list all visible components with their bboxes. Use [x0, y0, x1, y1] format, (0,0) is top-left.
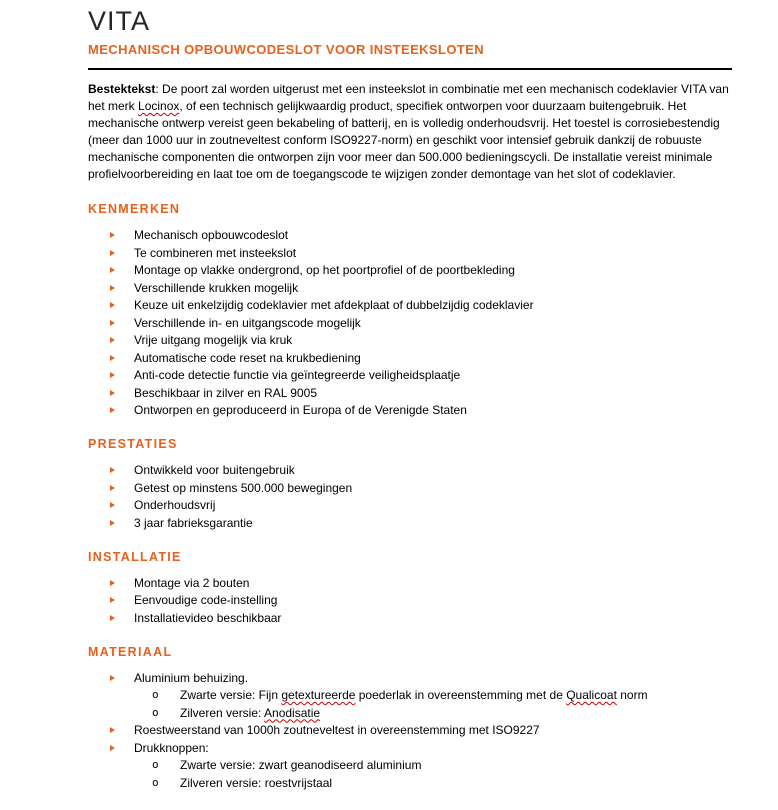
bullet-arrow-icon: [110, 670, 134, 681]
list-item: [110, 592, 732, 608]
list-item: [110, 740, 732, 756]
list-item-text: Installatievideo beschikbaar: [134, 610, 282, 625]
page-title: VITA: [88, 6, 151, 36]
bullet-arrow-icon: [110, 740, 134, 751]
list-item: [110, 280, 732, 296]
section-installatie: [88, 549, 732, 626]
section-prestaties: [88, 436, 732, 531]
list-item-text: Montage via 2 bouten: [134, 575, 250, 590]
materiaal-list: [88, 670, 732, 791]
bullet-arrow-icon: [110, 367, 134, 378]
list-item-text: Mechanisch opbouwcodeslot: [134, 228, 289, 242]
prestaties-list: [88, 462, 732, 531]
intro-label: Bestektekst: [88, 82, 156, 96]
bullet-arrow-icon: [110, 515, 134, 526]
list-item: [110, 367, 732, 383]
bullet-arrow-icon: [110, 245, 134, 256]
list-item-text: Eenvoudige code-instelling: [134, 593, 278, 607]
list-item: [110, 385, 732, 401]
bullet-arrow-icon: [110, 402, 134, 413]
list-item: [110, 497, 732, 513]
section-heading-materiaal: MATERIAAL: [88, 644, 173, 659]
bullet-arrow-icon: [110, 262, 134, 273]
bullet-arrow-icon: [110, 462, 134, 473]
list-item-text: Aluminium behuizing.: [134, 670, 249, 685]
spellcheck-word: getextureerde: [281, 688, 356, 702]
bullet-arrow-icon: [110, 722, 134, 733]
sub-list-item: [110, 687, 732, 703]
bullet-arrow-icon: [110, 280, 134, 291]
section-heading-installatie: INSTALLATIE: [88, 549, 182, 564]
list-item: [110, 332, 732, 348]
sub-list-item-text: Zilveren versie: Anodisatie: [180, 705, 321, 720]
kenmerken-list: [88, 227, 732, 418]
bullet-arrow-icon: [110, 497, 134, 508]
list-item: [110, 722, 732, 738]
list-item: [110, 245, 732, 261]
title-divider: [88, 68, 732, 70]
list-item: [110, 315, 732, 331]
list-item-text: Ontworpen en geproduceerd in Europa of de Verenigde Staten: [134, 403, 467, 417]
list-item-text: Verschillende krukken mogelijk: [134, 280, 299, 295]
section-kenmerken: [88, 201, 732, 418]
list-item-text: Roestweerstand van 1000h zoutneveltest in overeenstemming met ISO9227: [134, 723, 540, 737]
list-item-text: Te combineren met insteekslot: [134, 245, 297, 260]
brand-name: Locinox: [138, 99, 180, 113]
bullet-arrow-icon: [110, 592, 134, 603]
sub-list-item: [110, 705, 732, 721]
sub-list-item-text: Zilveren versie: roestvrijstaal: [180, 775, 333, 790]
list-item-text: Drukknoppen:: [134, 740, 209, 755]
list-item: [110, 515, 732, 531]
list-item-text: Automatische code reset na krukbediening: [134, 350, 361, 365]
list-item: [110, 402, 732, 418]
list-item: [110, 350, 732, 366]
list-item: [110, 262, 732, 278]
intro-paragraph: [88, 81, 732, 183]
bullet-arrow-icon: [110, 315, 134, 326]
list-item-text: Anti-code detectie functie via geïntegreerde veiligheidsplaatje: [134, 368, 461, 382]
list-item-text: Verschillende in- en uitgangscode mogelijk: [134, 315, 361, 330]
bullet-arrow-icon: [110, 227, 134, 238]
bullet-arrow-icon: [110, 332, 134, 343]
list-item: [110, 670, 732, 686]
bullet-arrow-icon: [110, 385, 134, 396]
section-heading-kenmerken: KENMERKEN: [88, 202, 181, 216]
intro-text-2: , of een technisch gelijkwaardig product, specifiek ontworpen voor duurzaam buitengebruik. Het mechanische ontwerp vereist geen bekabeling of batterij, en is volledig onderhoudsvrij. Het toestel is corrosiebestendig (meer dan 1000 uur in zoutneveltest conform ISO9227-norm) en geschikt voor intensief gebruik dankzij de robuuste mechanische componenten die ontworpen zijn voor meer dan 500.000 bedieningscycli. De installatie vereist minimale profielvoorbereiding en laat toe om de toegangscode te wijzigen zonder demontage van het slot of codeklavier.: [88, 99, 720, 181]
sub-list-item-text: Zwarte versie: Fijn getextureerde poederlak in overeenstemming met de Qualicoat norm: [180, 688, 648, 702]
sub-list-item: [110, 757, 732, 773]
bullet-arrow-icon: [110, 480, 134, 491]
bullet-arrow-icon: [110, 610, 134, 621]
list-item-text: Getest op minstens 500.000 bewegingen: [134, 480, 353, 495]
section-materiaal: [88, 644, 732, 791]
list-item: [110, 480, 732, 496]
list-item-text: 3 jaar fabrieksgarantie: [134, 515, 253, 530]
list-item: [110, 610, 732, 626]
list-item-text: Montage op vlakke ondergrond, op het poortprofiel of de poortbekleding: [134, 263, 515, 277]
page-subtitle: MECHANISCH OPBOUWCODESLOT VOOR INSTEEKSLOTEN: [88, 42, 485, 57]
sub-bullet-icon: o: [152, 758, 159, 771]
list-item: [110, 297, 732, 313]
bullet-arrow-icon: [110, 575, 134, 586]
sub-list-item: [110, 775, 732, 791]
list-item-text: Onderhoudsvrij: [134, 498, 216, 512]
sub-bullet-icon: o: [152, 705, 159, 719]
list-item-text: Ontwikkeld voor buitengebruik: [134, 463, 295, 477]
sub-list-item-text: Zwarte versie: zwart geanodiseerd aluminium: [180, 758, 422, 772]
bullet-arrow-icon: [110, 350, 134, 361]
list-item: [110, 575, 732, 591]
section-heading-prestaties: PRESTATIES: [88, 437, 178, 451]
sub-bullet-icon: o: [152, 775, 159, 789]
installatie-list: [88, 575, 732, 626]
list-item-text: Beschikbaar in zilver en RAL 9005: [134, 385, 317, 400]
list-item-text: Vrije uitgang mogelijk via kruk: [134, 333, 293, 347]
spellcheck-word: Qualicoat: [566, 688, 617, 702]
spellcheck-word: Anodisatie: [264, 705, 321, 720]
list-item: [110, 227, 732, 243]
bullet-arrow-icon: [110, 297, 134, 308]
list-item-text: Keuze uit enkelzijdig codeklavier met afdekplaat of dubbelzijdig codeklavier: [134, 298, 534, 312]
list-item: [110, 462, 732, 478]
intro-text-1: : De poort zal worden uitgerust met een insteekslot in combinatie met een mechanisch codeklavier VITA van het merk: [88, 82, 729, 113]
sub-bullet-icon: o: [152, 688, 159, 701]
